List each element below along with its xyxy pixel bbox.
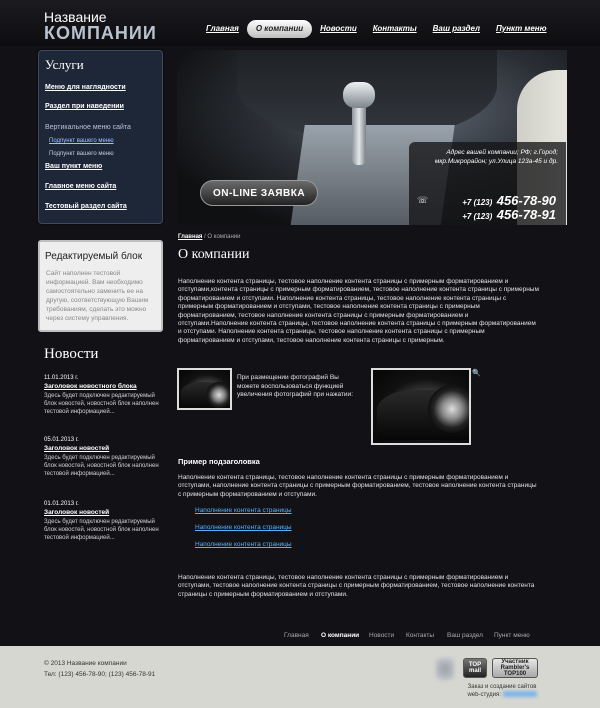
nav-news[interactable]: Новости bbox=[320, 24, 357, 33]
editable-text: Сайт наполнен тестовой информацией. Вам необходимо самостоятельно заменить ее на другую, соответствующую Вашим требованиям, сделать это можно через систему управления. bbox=[46, 270, 149, 322]
services-subitem[interactable]: Подпункт вашего меню bbox=[49, 138, 114, 144]
breadcrumb-separator: / bbox=[204, 234, 206, 240]
rambler-top100-badge[interactable]: Участник Rambler's TOP100 bbox=[492, 658, 538, 678]
news-item bbox=[44, 375, 164, 416]
phone-number-2 bbox=[462, 206, 556, 224]
logo-line-2[interactable]: КОМПАНИИ bbox=[44, 23, 157, 43]
services-item[interactable]: Вертикальное меню сайта bbox=[45, 124, 131, 131]
phone-prefix: +7 (123) bbox=[462, 212, 493, 221]
news-headline[interactable]: Заголовок новостного блока bbox=[44, 383, 137, 390]
intro-paragraph: Наполнение контента страницы, тестовое наполнение контента страницы с примерным форматированием и отступами,контента страницы с примерным форматированием, тестовое наполнение контента страницы с примерным форматированием и отступами. Наполнение контента страницы, тестовое наполнение контента страницы с примерным форматированием и отступами, тестовое наполнение контента страницы с примерным форматированием, тестовое наполнение контента страницы с примерным форматированием и отступами.Наполнение контента страницы, тестовое наполнение контента страницы с примерным форматированием и отступами. Наполнение контента страницы, тестовое наполнение контента страницы с примерным форматированием и отступами, тестовое наполнение контента страницы с примерным. bbox=[178, 278, 539, 344]
footer-phones: Тел: (123) 456-78-90; (123) 456-78-91 bbox=[44, 671, 156, 678]
page-title: О компании bbox=[178, 247, 250, 262]
counter-icon[interactable] bbox=[436, 658, 454, 680]
made-by-text: Заказ и создание сайтов web-студия: bbox=[467, 684, 537, 698]
services-item[interactable]: Раздел при наведении bbox=[45, 103, 124, 110]
contact-panel bbox=[409, 142, 566, 225]
content-link[interactable]: Наполнение контента страницы bbox=[195, 507, 292, 514]
nav-home[interactable]: Главная bbox=[206, 24, 239, 33]
site-header bbox=[0, 0, 600, 46]
company-address: Адрес вашей компании; РФ; г.Город; мкр.Микрорайон; ул.Улица 123а-45 и др. bbox=[434, 149, 558, 165]
made-by bbox=[462, 683, 542, 699]
online-order-button[interactable]: ON-LINE ЗАЯВКА bbox=[200, 180, 318, 206]
paragraph-3: Наполнение контента страницы, тестовое наполнение контента страницы с примерным форматированием и отступами, тестовое наполнение контента страницы с примерным форматированием, тестовое наполнение контента страницы с примерным форматированием и отступами. bbox=[178, 574, 535, 598]
phone-digits: 456-78-91 bbox=[496, 207, 556, 222]
hero-gear-knob-shape bbox=[343, 82, 375, 108]
phone-prefix: +7 (123) bbox=[462, 198, 493, 207]
services-title: Услуги bbox=[45, 57, 84, 72]
news-title: Новости bbox=[44, 346, 99, 362]
services-subitem[interactable]: Подпункт вашего меню bbox=[49, 151, 114, 157]
top-nav bbox=[198, 20, 555, 38]
phone-digits: 456-78-90 bbox=[496, 193, 556, 208]
news-date: 05.01.2013 г. bbox=[44, 437, 79, 443]
car-photo-thumbnail[interactable] bbox=[177, 368, 232, 410]
footer-nav-news[interactable]: Новости bbox=[369, 632, 395, 639]
footer-nav-menu-item[interactable]: Пункт меню bbox=[494, 632, 530, 639]
hero-banner bbox=[177, 50, 567, 225]
news-body: Здесь будет подключен редактируемый блок новостей, новостной блок наполнен тестовой информацией... bbox=[44, 519, 159, 541]
studio-link[interactable] bbox=[503, 691, 537, 697]
nav-about[interactable]: О компании bbox=[247, 20, 312, 38]
services-item[interactable]: Ваш пункт меню bbox=[45, 163, 103, 170]
footer-nav-home[interactable]: Главная bbox=[284, 632, 309, 639]
services-item[interactable]: Меню для наглядности bbox=[45, 84, 126, 91]
news-headline[interactable]: Заголовок новостей bbox=[44, 509, 110, 516]
news-body: Здесь будет подключен редактируемый блок новостей, новостной блок наполнен тестовой информацией... bbox=[44, 393, 159, 415]
photo-caption: При размещении фотографий Вы можете воспользоваться функцией увеличения фотографий при нажатии: bbox=[237, 374, 353, 398]
car-wheel-shape bbox=[206, 382, 232, 408]
logo-line-1[interactable]: Название bbox=[44, 9, 107, 25]
nav-your-section[interactable]: Ваш раздел bbox=[432, 24, 480, 33]
footer-nav-contacts[interactable]: Контакты bbox=[406, 632, 435, 639]
site-footer bbox=[0, 646, 600, 708]
editable-title: Редактируемый блок bbox=[45, 251, 143, 262]
nav-menu-item[interactable]: Пункт меню bbox=[496, 24, 547, 33]
news-date: 11.01.2013 г. bbox=[44, 375, 79, 381]
services-item[interactable]: Тестовый раздел сайта bbox=[45, 203, 127, 210]
footer-nav-about[interactable]: О компании bbox=[321, 632, 360, 639]
car-photo-large[interactable] bbox=[371, 368, 471, 445]
phone-icon: ☏ bbox=[417, 195, 429, 205]
content-link[interactable]: Наполнение контента страницы bbox=[195, 524, 292, 531]
news-body: Здесь будет подключен редактируемый блок новостей, новостной блок наполнен тестовой информацией... bbox=[44, 455, 159, 477]
breadcrumb-home[interactable]: Главная bbox=[178, 234, 203, 240]
news-item bbox=[44, 437, 164, 478]
zoom-icon[interactable]: 🔍 bbox=[472, 370, 481, 377]
news-date: 01.01.2013 г. bbox=[44, 501, 79, 507]
nav-contacts[interactable]: Контакты bbox=[372, 24, 417, 33]
copyright: © 2013 Название компании bbox=[44, 660, 127, 667]
news-headline[interactable]: Заголовок новостей bbox=[44, 445, 110, 452]
breadcrumb bbox=[178, 234, 241, 240]
content-link[interactable]: Наполнение контента страницы bbox=[195, 541, 292, 548]
services-item[interactable]: Главное меню сайта bbox=[45, 183, 117, 190]
subheading: Пример подзаголовка bbox=[178, 457, 260, 466]
paragraph-2: Наполнение контента страницы, тестовое наполнение контента страницы с примерным форматированием и отступами, наполнение контента страницы с примерным форматированием, тестовое наполнение контента страницы с примерным форматированием и отступами. bbox=[178, 474, 537, 498]
editable-block bbox=[38, 240, 163, 332]
footer-nav-your-section[interactable]: Ваш раздел bbox=[447, 632, 483, 639]
topmail-badge[interactable]: TOP mail bbox=[463, 658, 487, 678]
breadcrumb-current: О компании bbox=[207, 234, 241, 240]
news-item bbox=[44, 501, 164, 542]
services-menu bbox=[38, 50, 163, 224]
car-wheel-shape bbox=[428, 385, 471, 433]
